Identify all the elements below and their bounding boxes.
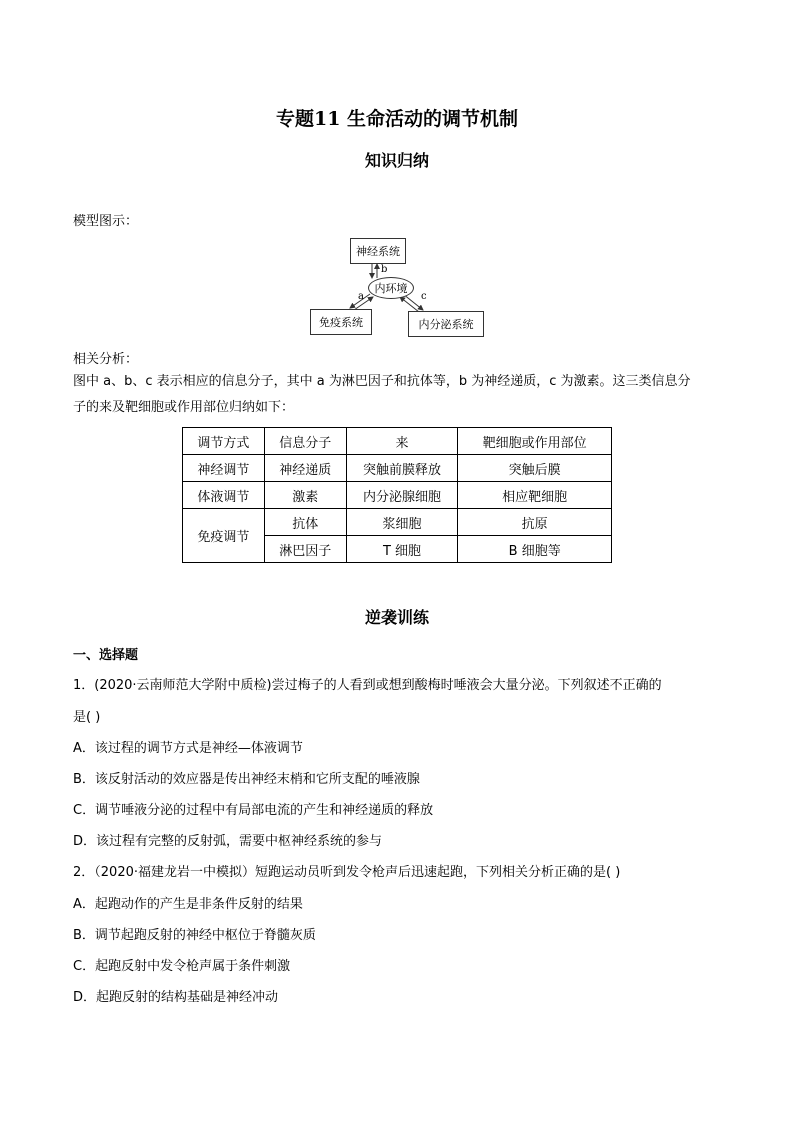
q2-option-d: D．起跑反射的结构基础是神经冲动 [73,990,279,1005]
q2-option-b: B．调节起跑反射的神经中枢位于脊髓灰质 [73,928,316,943]
table-header-row [183,428,612,455]
table-cell: 浆细胞 [346,509,458,536]
analysis-text-line1: 图中 a、b、c 表示相应的信息分子，其中 a 为淋巴因子和抗体等，b 为神经递质，c 为激素。这三类信息分 [73,374,691,389]
section-title-knowledge: 知识归纳 [364,151,429,170]
immune-system-box: 免疫系统 [310,309,372,335]
table-cell: 内分泌腺细胞 [346,482,458,509]
table-row [183,482,612,509]
table-cell: 神经递质 [264,455,346,482]
table-cell: B 细胞等 [458,536,612,563]
info-molecule-table [182,427,612,563]
section-title-training: 逆袭训练 [364,608,429,627]
q1-option-d: D．该过程有完整的反射弧，需要中枢神经系统的参与 [73,834,383,849]
q1-option-b: B．该反射活动的效应器是传出神经末梢和它所支配的唾液腺 [73,772,420,787]
table-header-cell: 调节方式 [183,428,265,455]
regulation-diagram [300,232,500,340]
endocrine-system-box: 内分泌系统 [408,311,484,337]
table-row [183,455,612,482]
table-cell: 突触前膜释放 [346,455,458,482]
table-cell: 抗原 [458,509,612,536]
q2-option-a: A．起跑动作的产生是非条件反射的结果 [73,897,303,912]
q1-option-c: C．调节唾液分泌的过程中有局部电流的产生和神经递质的释放 [73,803,434,818]
table-cell: 淋巴因子 [264,536,346,563]
table-row [183,509,612,536]
label-c: c [421,291,427,302]
q1-option-a: A．该过程的调节方式是神经—体液调节 [73,741,303,756]
q2-option-c: C．起跑反射中发令枪声属于条件刺激 [73,959,291,974]
part-heading-choice: 一、选择题 [73,648,139,663]
table-cell-immune-regulation: 免疫调节 [183,509,265,563]
table-cell: 体液调节 [183,482,265,509]
table-cell: 激素 [264,482,346,509]
table-cell: 神经调节 [183,455,265,482]
analysis-text-line2: 子的来及靶细胞或作用部位归纳如下： [73,400,295,415]
label-b: b [381,264,388,275]
q1-stem-line1: 1．(2020·云南师范大学附中质检)尝过梅子的人看到或想到酸梅时唾液会大量分泌。下列叙述不正确的 [73,678,662,693]
q2-stem: 2．（2020·福建龙岩一中模拟）短跑运动员听到发令枪声后迅速起跑，下列相关分析正确的是( ) [73,865,621,880]
table-cell: T 细胞 [346,536,458,563]
table-header-cell: 信息分子 [264,428,346,455]
table-cell: 抗体 [264,509,346,536]
label-a: a [358,291,364,302]
nervous-system-box: 神经系统 [350,238,406,264]
analysis-label: 相关分析： [73,352,139,367]
table-header-cell: 来 [346,428,458,455]
table-cell: 相应靶细胞 [458,482,612,509]
q1-stem-line2: 是( ) [73,710,101,725]
internal-environment-ellipse: 内环境 [368,277,414,299]
page-title: 专题11 生命活动的调节机制 [275,108,519,130]
table-header-cell: 靶细胞或作用部位 [458,428,612,455]
model-label: 模型图示： [73,214,139,229]
table-cell: 突触后膜 [458,455,612,482]
